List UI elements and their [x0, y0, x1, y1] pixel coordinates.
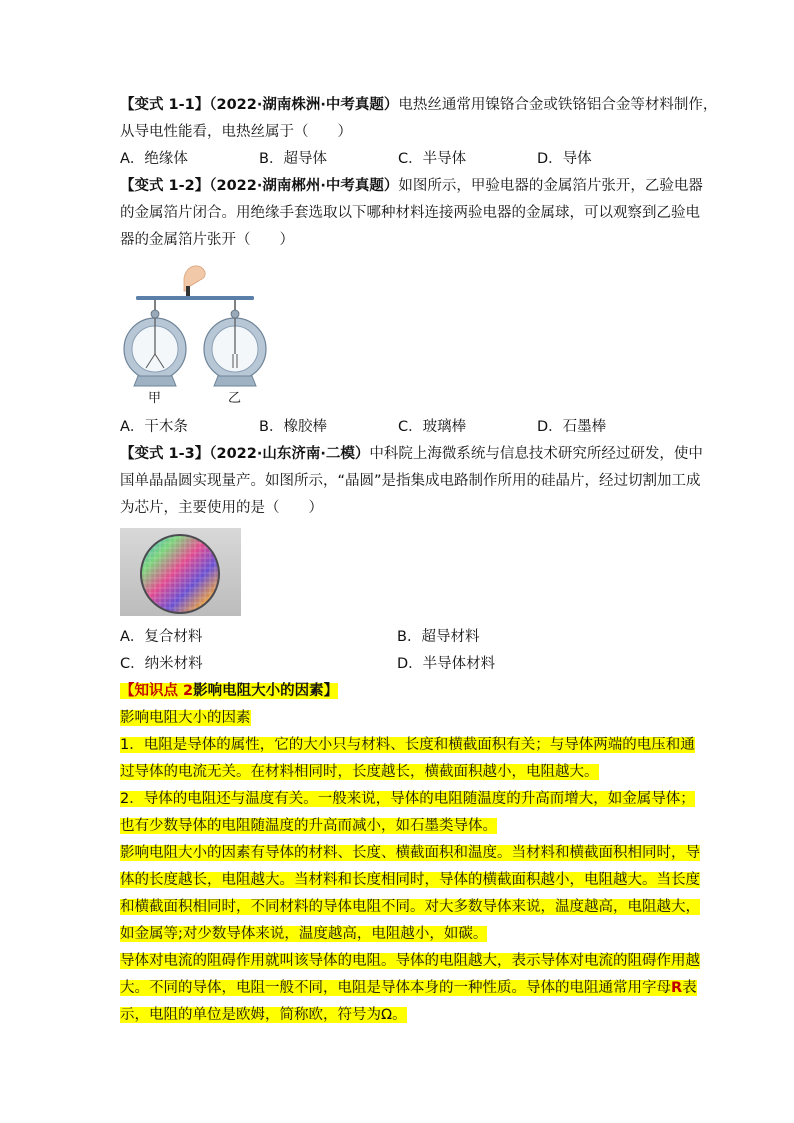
- label-jia: 甲: [148, 391, 162, 404]
- question-source: （2022·湖南株洲·中考真题）: [209, 97, 399, 113]
- options-row: [120, 651, 680, 678]
- question-text: 如图所示，甲验电器的金属箔片张开，乙验电器: [398, 178, 703, 194]
- paragraph-1: 1．电阻是导体的属性，它的大小只与材料、长度和横截面积有关；与导体两端的电压和通: [120, 737, 695, 753]
- section-subtitle: 影响电阻大小的因素: [120, 710, 251, 726]
- option-b: B．超导体: [259, 151, 327, 167]
- worksheet-page: [120, 92, 718, 1029]
- section-heading: [120, 678, 680, 705]
- question-text: 器的金属箔片张开（ ）: [120, 232, 294, 248]
- label-yi: 乙: [228, 391, 242, 404]
- paragraph-1: 过导体的电流无关。在材料相同时，长度越长，横截面积越小，电阻越大。: [120, 764, 599, 780]
- question-1-3: [120, 441, 703, 678]
- option-c: C．玻璃棒: [398, 419, 467, 435]
- question-tag: 【变式 1-3】: [120, 446, 210, 462]
- option-c: C．纳米材料: [120, 656, 203, 672]
- question-text: 国单晶晶圆实现量产。如图所示，“晶圆”是指集成电路制作所用的硅晶片，经过切割加工成: [120, 473, 701, 489]
- question-source: （2022·湖南郴州·中考真题）: [209, 178, 399, 194]
- question-text: 为芯片，主要使用的是（ ）: [120, 500, 323, 516]
- paragraph-2: 也有少数导体的电阻随温度的升高而减小，如石墨类导体。: [120, 818, 497, 834]
- options-row: [120, 624, 680, 651]
- options-row: [120, 414, 680, 441]
- paragraph-4: 表: [682, 980, 697, 996]
- wafer-photo: [120, 528, 241, 616]
- option-d: D．石墨棒: [537, 419, 607, 435]
- paragraph-3: 体的长度越长，电阻越大。当材料和长度相同时，导体的横截面积越小，电阻越大。当长度: [120, 872, 700, 888]
- options-row: [120, 146, 680, 173]
- question-text: 电热丝通常用镍铬合金或铁铬铝合金等材料制作，: [398, 97, 718, 113]
- question-text: 从导电性能看，电热丝属于（ ）: [120, 124, 352, 140]
- question-1-2: [120, 173, 703, 441]
- knowledge-section: [120, 678, 700, 1029]
- paragraph-3: 如金属等;对少数导体来说，温度越高，电阻越小，如碳。: [120, 926, 488, 942]
- option-d: D．半导体材料: [397, 656, 496, 672]
- option-a: A．绝缘体: [120, 151, 188, 167]
- heading-text: 影响电阻大小的因素】: [193, 683, 339, 699]
- heading-label: 【知识点 2: [120, 683, 194, 699]
- option-a: A．复合材料: [120, 629, 203, 645]
- question-1-1: [120, 92, 718, 173]
- question-text: 的金属箔片闭合。用绝缘手套选取以下哪种材料连接两验电器的金属球，可以观察到乙验电: [120, 205, 700, 221]
- paragraph-4: 示，电阻的单位是欧姆，简称欧，符号为Ω。: [120, 1007, 407, 1023]
- option-a: A．干木条: [120, 419, 188, 435]
- option-d: D．导体: [537, 151, 592, 167]
- option-b: B．橡胶棒: [259, 419, 327, 435]
- paragraph-4: 大。不同的导体，电阻一般不同，电阻是导体本身的一种性质。导体的电阻通常用字母: [120, 980, 671, 996]
- question-text: 中科院上海微系统与信息技术研究所经过研发，使中: [369, 446, 703, 462]
- paragraph-3: 影响电阻大小的因素有导体的材料、长度、横截面积和温度。当材料和横截面积相同时，导: [120, 845, 700, 861]
- question-source: （2022·山东济南·二模）: [209, 446, 370, 462]
- electroscope-figure: [120, 264, 680, 408]
- question-tag: 【变式 1-2】: [120, 178, 210, 194]
- option-b: B．超导材料: [397, 629, 480, 645]
- paragraph-3: 和横截面积相同时，不同材料的导体电阻不同。对大多数导体来说，温度越高，电阻越大，: [120, 899, 700, 915]
- paragraph-4: 导体对电流的阻碍作用就叫该导体的电阻。导体的电阻越大，表示导体对电流的阻碍作用越: [120, 953, 700, 969]
- question-tag: 【变式 1-1】: [120, 97, 210, 113]
- option-c: C．半导体: [398, 151, 467, 167]
- resistance-symbol: R: [671, 980, 683, 996]
- paragraph-2: 2．导体的电阻还与温度有关。一般来说，导体的电阻随温度的升高而增大，如金属导体；: [120, 791, 695, 807]
